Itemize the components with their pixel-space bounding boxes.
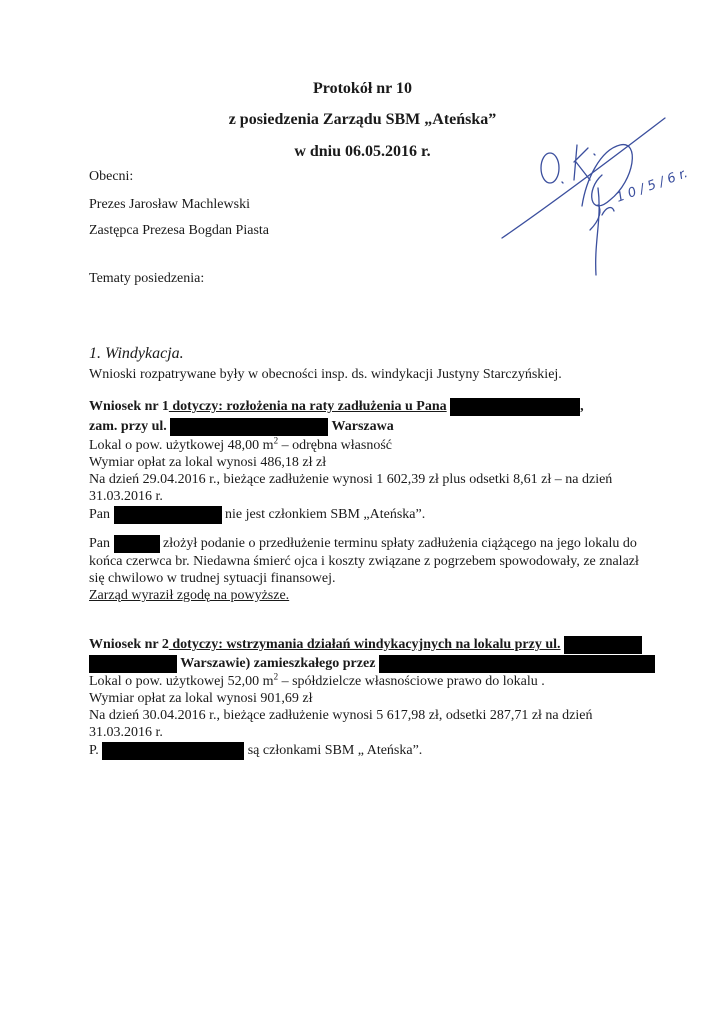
protocol-title: Protokół nr 10 [313, 80, 412, 97]
redacted-names [102, 742, 244, 760]
section-intro: Wnioski rozpatrywane były w obecności insp. ds. windykacji Justyny Starczyńskiej. [89, 367, 562, 382]
redacted-name [114, 535, 160, 553]
request1-note-prefix: Pan [89, 536, 110, 552]
request1-note-line3: się chwilowo w trudnej sytuacji finansowej. [89, 571, 336, 586]
signature-date: 1 0 / 5 / 6 r. [614, 166, 690, 206]
redacted-address [89, 655, 177, 673]
attendees-label: Obecni: [89, 169, 134, 184]
request2-fee: Wymiar opłat za lokal wynosi 901,69 zł [89, 691, 313, 706]
request2-ownership: – spółdzielcze własnościowe prawo do lokalu . [278, 674, 545, 689]
attendee-president: Prezes Jarosław Machlewski [89, 197, 250, 212]
meeting-date: w dniu 06.05.2016 r. [294, 143, 431, 160]
request2-area-text: Lokal o pow. użytkowej 52,00 m [89, 674, 274, 689]
request1-number: Wniosek nr 1 [89, 399, 169, 415]
attendee-vice-president: Zastępca Prezesa Bogdan Piasta [89, 223, 269, 238]
request2-member-prefix: P. [89, 743, 99, 759]
request2-resident-text: Warszawie) zamieszkałego przez [180, 656, 376, 672]
request2-debt-line2: 31.03.2016 r. [89, 725, 163, 740]
request1-member-text: nie jest członkiem SBM „Ateńska”. [225, 507, 426, 523]
request1-area-text: Lokal o pow. użytkowej 48,00 m [89, 438, 274, 453]
request2-line1 [89, 636, 642, 654]
request1-note-text: złożył podanie o przedłużenie terminu spłaty zadłużenia ciążącego na jego lokalu do [163, 536, 637, 552]
request2-member-text: są członkami SBM „ Ateńska”. [247, 743, 423, 759]
request1-comma: , [580, 399, 584, 415]
redacted-name [379, 655, 655, 673]
redacted-name [114, 506, 222, 524]
request1-city: Warszawa [331, 419, 394, 435]
request1-note-line2: końca czerwca br. Niedawna śmierć ojca i koszty związane z pogrzebem spowodowały, ze znalazł [89, 554, 639, 569]
request2-line2 [89, 655, 655, 673]
request1-address-prefix: zam. przy ul. [89, 419, 167, 435]
request1-debt-line1: Na dzień 29.04.2016 r., bieżące zadłużenie wynosi 1 602,39 zł plus odsetki 8,61 zł – na dzień [89, 472, 613, 487]
request1-line2 [89, 418, 394, 436]
request1-ownership: – odrębna własność [278, 438, 392, 453]
request1-decision: Zarząd wyraził zgodę na powyższe. [89, 588, 290, 603]
redacted-name [450, 398, 580, 416]
request2-debt-line1: Na dzień 30.04.2016 r., bieżące zadłużenie wynosi 5 617,98 zł, odsetki 287,71 zł na dzień [89, 708, 593, 723]
request1-note-line1 [89, 535, 637, 553]
request1-subject: dotyczy: rozłożenia na raty zadłużenia u Pana [168, 399, 447, 415]
request2-area [89, 673, 545, 690]
request1-member-prefix: Pan [89, 507, 110, 523]
request1-membership [89, 506, 425, 524]
request2-subject: dotyczy: wstrzymania działań windykacyjnych na lokalu przy ul. [168, 637, 561, 653]
request1-debt-line2: 31.03.2016 r. [89, 489, 163, 504]
request1-area [89, 437, 392, 454]
redacted-address [170, 418, 328, 436]
topics-label: Tematy posiedzenia: [89, 271, 205, 286]
section-heading: 1. Windykacja. [89, 345, 184, 362]
handwritten-approval-signature [490, 110, 690, 280]
request2-membership [89, 742, 422, 760]
request1-fee: Wymiar opłat za lokal wynosi 486,18 zł zł [89, 455, 327, 470]
request2-area-sup: 2 [273, 671, 279, 682]
request1-area-sup: 2 [273, 435, 279, 446]
request2-number: Wniosek nr 2 [89, 637, 169, 653]
meeting-subtitle: z posiedzenia Zarządu SBM „Ateńska” [228, 111, 497, 128]
request1-line1 [89, 398, 584, 416]
redacted-address [564, 636, 642, 654]
